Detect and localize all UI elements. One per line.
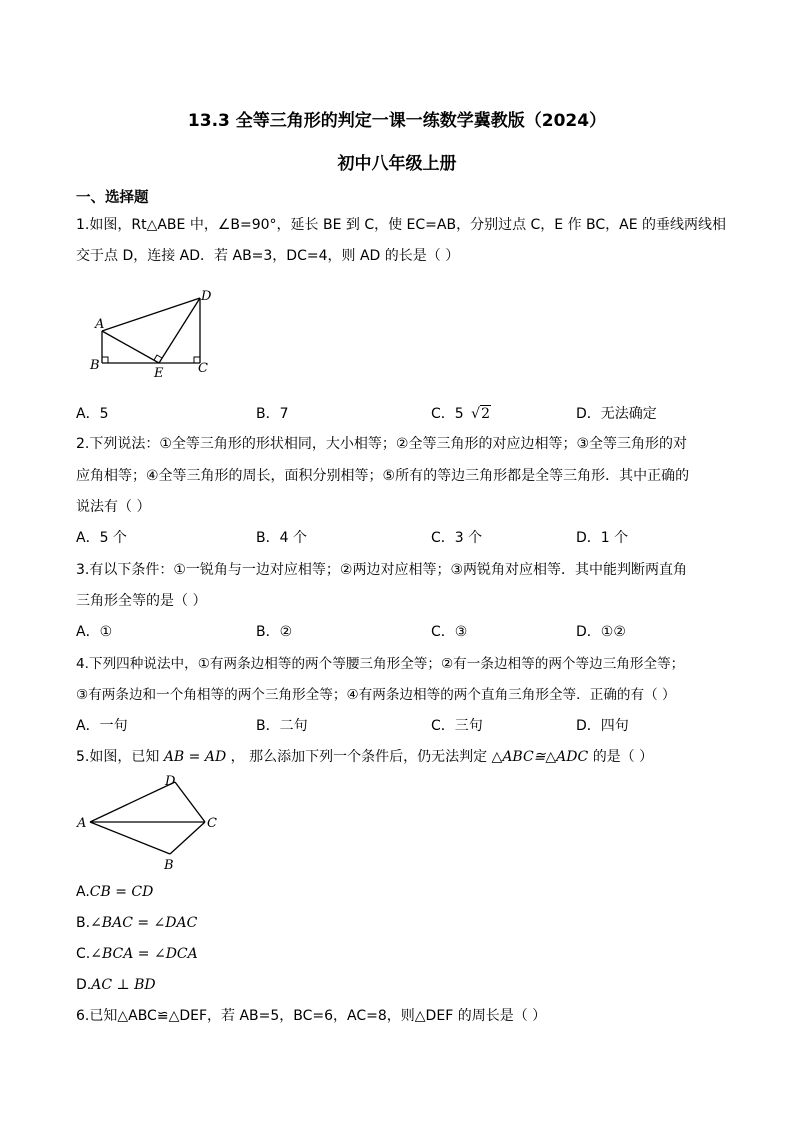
q5-target-congruence: △ABC≅△ADC — [491, 749, 589, 765]
q2-option-a[interactable]: A．5 个 — [76, 530, 127, 546]
q4-text-line-2: ③有两条边和一个角相等的两个三角形全等；④有两条边相等的两个直角三角形全等．正确的有（ ） — [76, 687, 676, 703]
section-heading: 一、选择题 — [76, 190, 149, 206]
q3-text-line-1: 3.有以下条件：①一锐角与一边对应相等；②两边对应相等；③两锐角对应相等．其中能判断两直角 — [76, 562, 688, 578]
q3-option-a[interactable]: A．① — [76, 624, 113, 640]
q5-suffix: 的是（ ） — [592, 749, 654, 765]
q1-text-line-1: 1.如图，Rt△ABE 中，∠B=90°，延长 BE 到 C，使 EC=AB，分别过点 C，E 作 BC，AE 的垂线两线相 — [76, 217, 727, 233]
q4-option-b[interactable]: B．二句 — [256, 718, 308, 734]
q1-right-angle-b — [102, 357, 108, 363]
q5-figure — [74, 770, 224, 874]
q4-option-c[interactable]: C．三句 — [431, 718, 483, 734]
sqrt-symbol: √ — [471, 406, 481, 422]
q1-option-d[interactable]: D．无法确定 — [576, 406, 657, 422]
q2-text-line-3: 说法有（ ） — [76, 499, 151, 515]
q5-segment-dc — [175, 782, 205, 822]
q1-label-d: D — [201, 289, 212, 304]
q6-text-line-1: 6.已知△ABC≌△DEF，若 AB=5，BC=6，AC=8，则△DEF 的周长是（ ） — [76, 1008, 547, 1024]
q5-option-b-math: ∠BAC = ∠DAC — [90, 915, 198, 931]
q5-segment-ba — [90, 822, 170, 854]
q1-segment-ad — [102, 298, 200, 331]
q1-figure — [84, 286, 224, 382]
q5-option-a-math: CB = CD — [89, 884, 154, 900]
q1-option-c[interactable] — [431, 404, 491, 424]
q5-option-d-math: AC ⊥ BD — [91, 977, 156, 993]
q5-option-b-letter: B. — [76, 915, 91, 931]
q5-label-d: D — [165, 774, 176, 789]
q5-label-c: C — [207, 816, 217, 831]
q1-segment-ae — [102, 331, 159, 363]
q5-label-a: A — [77, 816, 87, 831]
q2-option-b[interactable]: B．4 个 — [256, 530, 307, 546]
q5-text-line-1 — [76, 747, 726, 767]
q3-option-b[interactable]: B．② — [256, 624, 293, 640]
q5-option-c-letter: C. — [76, 946, 91, 962]
q1-label-e: E — [154, 366, 164, 381]
sqrt-radicand: 2 — [481, 406, 490, 422]
q5-option-c-math: ∠BCA = ∠DCA — [90, 946, 198, 962]
q5-option-c[interactable] — [76, 944, 198, 964]
q2-option-c[interactable]: C．3 个 — [431, 530, 483, 546]
q3-text-line-2: 三角形全等的是（ ） — [76, 593, 207, 609]
q5-segment-cb — [170, 822, 205, 854]
q4-option-a[interactable]: A．一句 — [76, 718, 128, 734]
q1-label-b: B — [90, 358, 100, 373]
q1-label-c: C — [198, 361, 208, 376]
q5-given-condition: AB = AD — [163, 749, 227, 765]
q1-label-a: A — [95, 317, 105, 332]
q1-option-a[interactable]: A．5 — [76, 406, 109, 422]
q5-option-d-letter: D. — [76, 977, 92, 993]
q1-text-line-2: 交于点 D，连接 AD．若 AB=3，DC=4，则 AD 的长是（ ） — [76, 248, 460, 264]
q1-segment-ed — [159, 298, 200, 363]
q4-option-d[interactable]: D．四句 — [576, 718, 629, 734]
q5-prefix: 5.如图，已知 — [76, 749, 160, 765]
document-title: 13.3 全等三角形的判定一课一练数学冀教版（2024） — [187, 111, 607, 131]
q5-option-a[interactable] — [76, 882, 153, 902]
q2-option-d[interactable]: D．1 个 — [576, 530, 629, 546]
q3-option-c[interactable]: C．③ — [431, 624, 468, 640]
q5-segment-ad — [90, 782, 175, 822]
q1-option-b[interactable]: B．7 — [256, 406, 289, 422]
q3-option-d[interactable]: D．①② — [576, 624, 626, 640]
document-subtitle: 初中八年级上册 — [337, 154, 457, 174]
q4-text-line-1: 4.下列四种说法中，①有两条边相等的两个等腰三角形全等；②有一条边相等的两个等边三角形全等； — [76, 656, 685, 672]
q5-middle: ， 那么添加下列一个条件后，仍无法判定 — [230, 749, 488, 765]
q5-option-d[interactable] — [76, 975, 156, 995]
q5-option-a-letter: A. — [76, 884, 90, 900]
q5-option-b[interactable] — [76, 913, 197, 933]
q2-text-line-2: 应角相等；④全等三角形的周长，面积分别相等；⑤所有的等边三角形都是全等三角形．其中正确的 — [76, 468, 690, 484]
q5-label-b: B — [164, 858, 174, 873]
q2-text-line-1: 2.下列说法：①全等三角形的形状相同，大小相等；②全等三角形的对应边相等；③全等三角形的对 — [76, 436, 688, 452]
q1-option-c-label: C．5 — [431, 406, 464, 422]
